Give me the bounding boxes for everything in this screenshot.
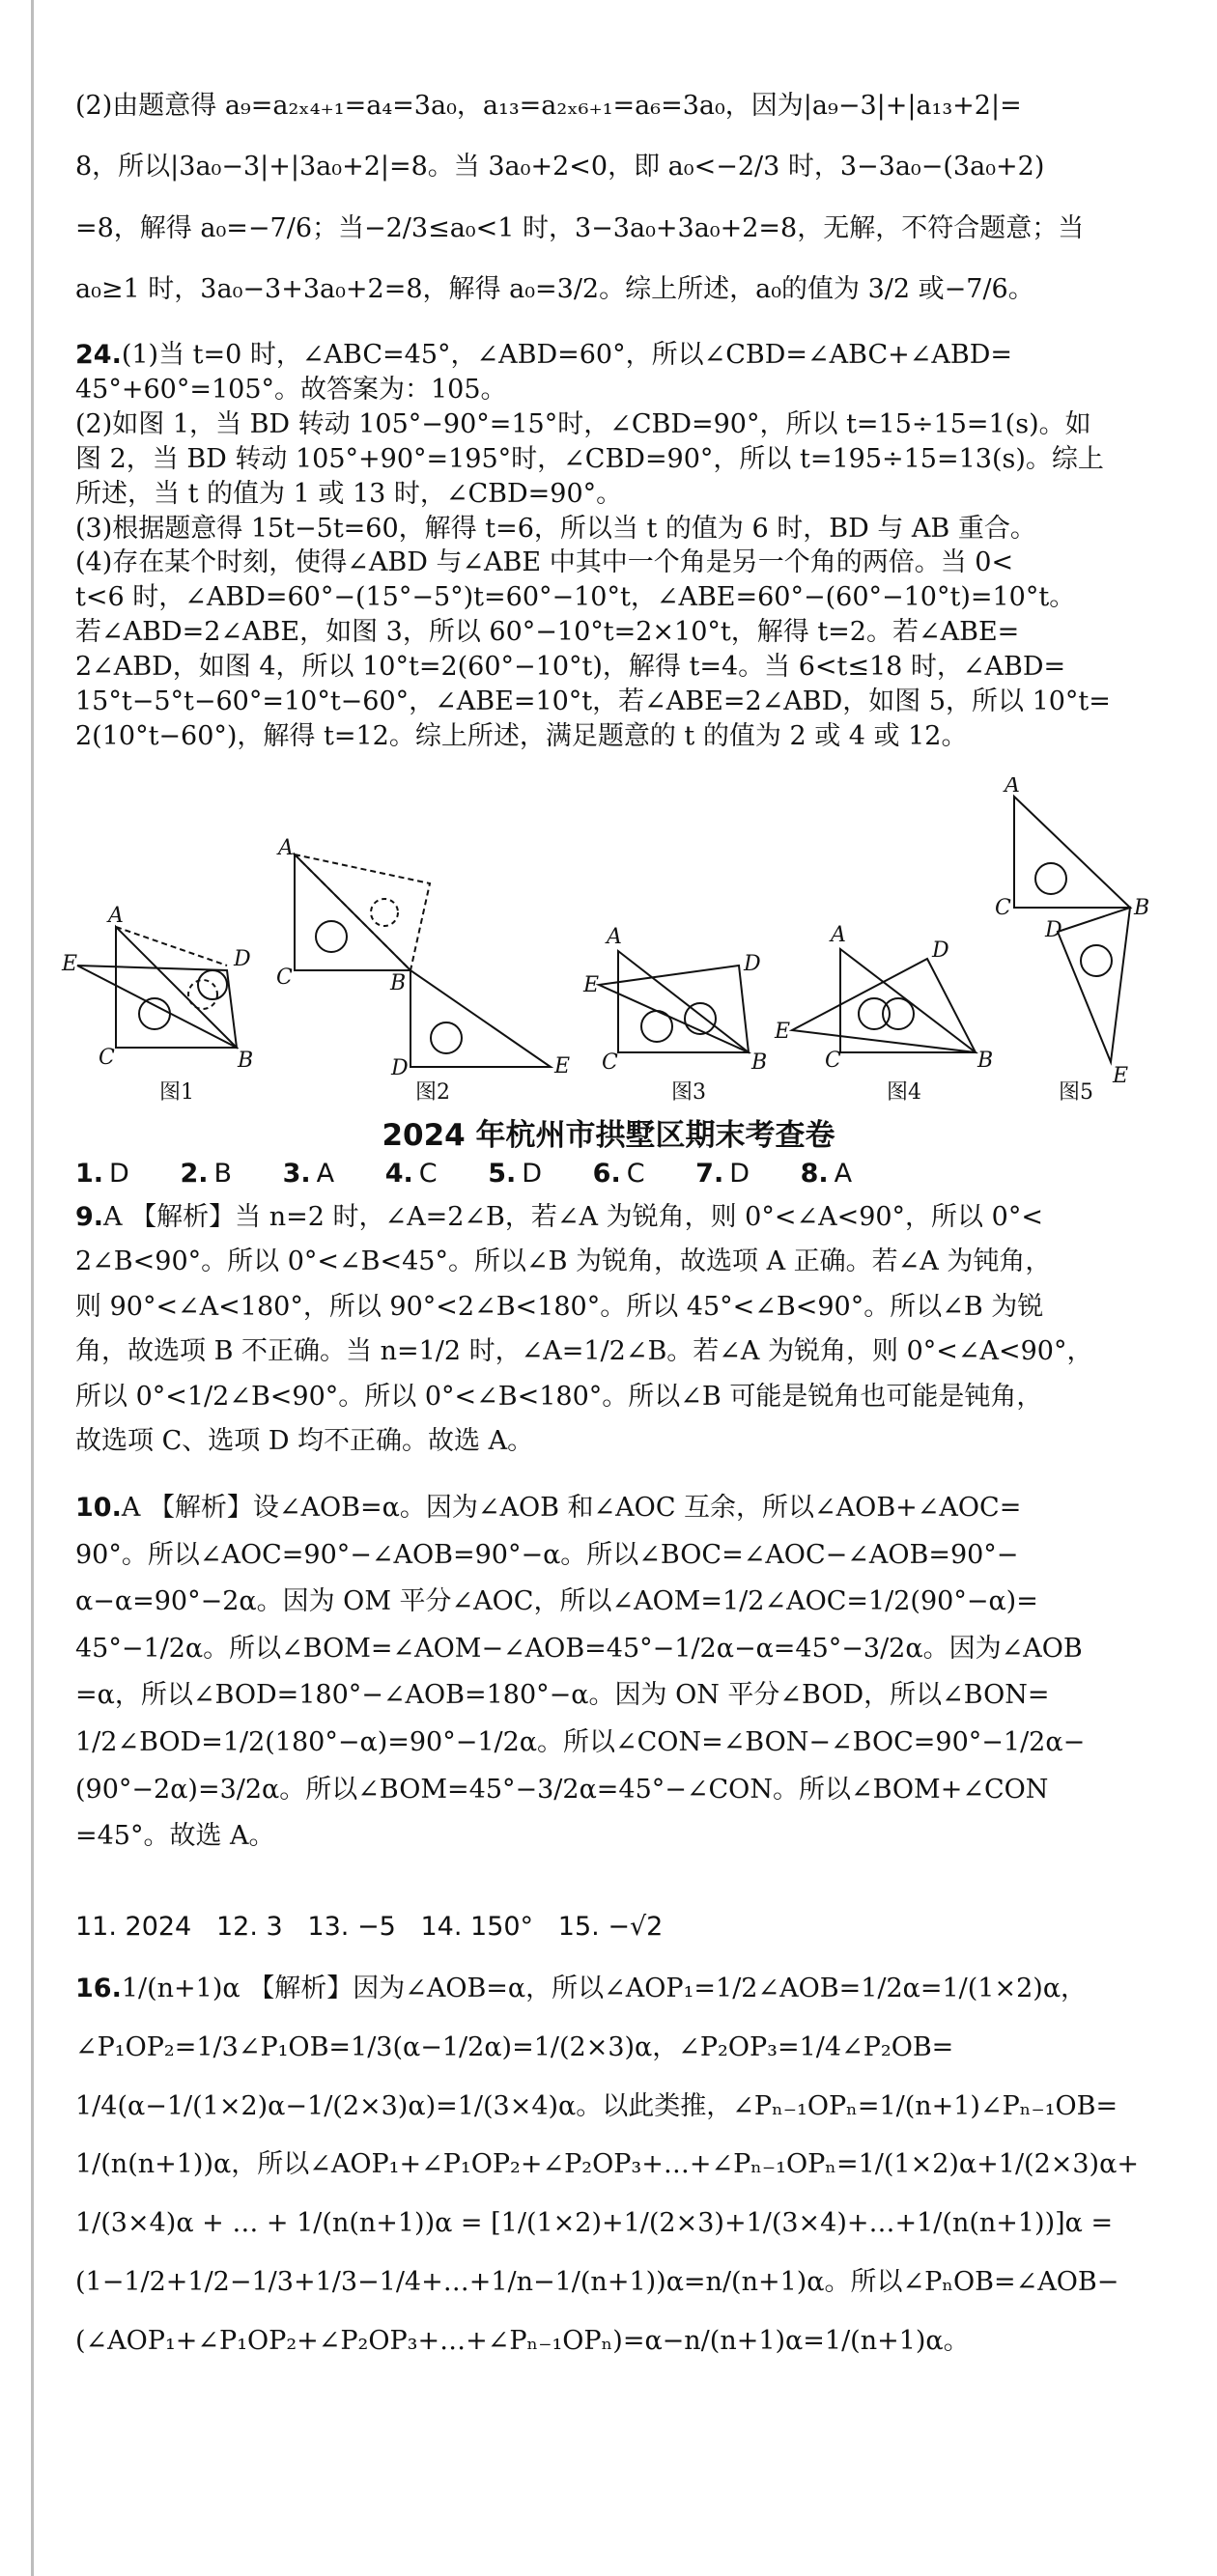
answer-item: 5. D: [488, 1159, 543, 1189]
text-line: 1/(n+1)α 【解析】因为∠AOB=α，所以∠AOP₁=1/2∠AOB=1/2α=1/(1×2)α，: [121, 1974, 1088, 2003]
label-e: E: [62, 952, 78, 976]
answer-item: 2. B: [180, 1159, 233, 1189]
caption-figure-1: 图1: [159, 1080, 194, 1105]
text-line: 所述，当 t 的值为 1 或 13 时，∠CBD=90°。: [75, 478, 623, 509]
text-line: =α，所以∠BOD=180°−∠AOB=180°−α。因为 ON 平分∠BOD，所以∠BON=: [75, 1680, 1050, 1711]
text-line: 11. 2024 12. 3 13. −5 14. 150° 15. −√2: [75, 1912, 664, 1942]
figures-svg: [58, 777, 1169, 1106]
text-line: 角，故选项 B 不正确。当 n=1/2 时，∠A=1/2∠B。若∠A 为锐角，则 0°<∠A<90°，: [75, 1336, 1093, 1367]
caption-figure-5: 图5: [1059, 1080, 1093, 1105]
label-c: C: [602, 1050, 618, 1075]
figure-5: [1014, 797, 1130, 1062]
text-line: (2)如图 1，当 BD 转动 105°−90°=15°时，∠CBD=90°，所以 t=15÷15=1(s)。如: [75, 408, 1091, 439]
answer-item: 4. C: [384, 1159, 438, 1189]
text-line: 图 2，当 BD 转动 105°+90°=195°时，∠CBD=90°，所以 t=195÷15=13(s)。综上: [75, 443, 1104, 474]
label-b: B: [977, 1049, 994, 1073]
figure-3: [599, 951, 749, 1052]
label-b: B: [390, 971, 407, 995]
label-b: B: [1134, 896, 1150, 920]
text-line: 若∠ABD=2∠ABE，如图 3，所以 60°−10°t=2×10°t，解得 t=2。若∠ABE=: [75, 617, 1020, 648]
text-line: 则 90°<∠A<180°，所以 90°<2∠B<180°。所以 45°<∠B<90°。所以∠B 为锐: [75, 1291, 1044, 1322]
text-line: 故选项 C、选项 D 均不正确。故选 A。: [75, 1426, 534, 1457]
question-number: 16.: [75, 1974, 122, 2003]
label-b: B: [751, 1050, 768, 1075]
text-line: 45°−1/2α。所以∠BOM=∠AOM−∠AOB=45°−1/2α−α=45°−3/2α。因为∠AOB: [75, 1633, 1083, 1664]
label-c: C: [276, 966, 293, 990]
answer-item: 8. A: [800, 1159, 853, 1189]
text-line: a₀≥1 时，3a₀−3+3a₀+2=8，解得 a₀=3/2。综上所述，a₀的值为 3/2 或−7/6。: [75, 274, 1034, 305]
label-d: D: [1045, 918, 1062, 942]
answer-item: 1. D: [75, 1159, 129, 1189]
figure-captions: [159, 1080, 1093, 1105]
text-line: t<6 时，∠ABD=60°−(15°−5°)t=60°−10°t，∠ABE=60°−(60°−10°t)=10°t。: [75, 582, 1076, 613]
label-e: E: [583, 973, 600, 997]
label-a: A: [1005, 777, 1020, 798]
label-d: D: [391, 1056, 409, 1080]
label-d: D: [744, 952, 761, 976]
text-line: 2∠ABD，如图 4，所以 10°t=2(60°−10°t)，解得 t=4。当 6<t≤18 时，∠ABD=: [75, 652, 1066, 683]
text-line: (90°−2α)=3/2α。所以∠BOM=45°−3/2α=45°−∠CON。所以∠BOM+∠CON: [75, 1774, 1049, 1805]
label-c: C: [99, 1046, 115, 1070]
text-line: =45°。故选 A。: [75, 1821, 275, 1852]
text-line: (2)由题意得 a₉=a₂ₓ₄₊₁=a₄=3a₀，a₁₃=a₂ₓ₆₊₁=a₆=3a₀，因为|a₉−3|+|a₁₃+2|=: [75, 91, 1022, 121]
text-line: (3)根据题意得 15t−5t=60，解得 t=6，所以当 t 的值为 6 时，BD 与 AB 重合。: [75, 513, 1036, 544]
label-e: E: [554, 1054, 571, 1078]
solution-23-part2: [75, 75, 1167, 321]
label-b: B: [238, 1049, 254, 1073]
answer-item: 3. A: [282, 1159, 335, 1189]
text-line: 1/(n(n+1))α，所以∠AOP₁+∠P₁OP₂+∠P₂OP₃+…+∠Pₙ₋₁OPₙ=1/(1×2)α+1/(2×3)α+: [75, 2149, 1139, 2180]
answer-row: [75, 1159, 894, 1189]
solution-9: [75, 1195, 1167, 1465]
text-line: (∠AOP₁+∠P₁OP₂+∠P₂OP₃+…+∠Pₙ₋₁OPₙ)=α−n/(n+1)α=1/(n+1)α。: [75, 2325, 970, 2356]
caption-figure-4: 图4: [887, 1080, 921, 1105]
text-line: 45°+60°=105°。故答案为：105。: [75, 374, 507, 405]
text-line: 2(10°t−60°)，解得 t=12。综上所述，满足题意的 t 的值为 2 或 4 或 12。: [75, 720, 968, 751]
label-c: C: [825, 1049, 841, 1073]
label-d: D: [234, 947, 251, 971]
section-title: 2024 年杭州市拱墅区期末考查卷: [382, 1118, 835, 1153]
text-line: (4)存在某个时刻，使得∠ABD 与∠ABE 中其中一个角是另一个角的两倍。当 0<: [75, 547, 1014, 578]
text-line: 15°t−5°t−60°=10°t−60°，∠ABE=10°t，若∠ABE=2∠ABD，如图 5，所以 10°t=: [75, 686, 1111, 717]
text-line: 1/(3×4)α + … + 1/(n(n+1))α = [1/(1×2)+1/(2×3)+1/(3×4)+…+1/(n(n+1))]α =: [75, 2208, 1114, 2238]
figure-4: [792, 949, 976, 1052]
caption-figure-2: 图2: [415, 1080, 450, 1105]
text-line: 1/4(α−1/(1×2)α−1/(2×3)α)=1/(3×4)α。以此类推，∠Pₙ₋₁OPₙ=1/(n+1)∠Pₙ₋₁OB=: [75, 2090, 1118, 2121]
fill-in-answers: [75, 1910, 1167, 1945]
question-number: 9.: [75, 1202, 104, 1232]
label-a: A: [278, 836, 294, 860]
text-line: 所以 0°<1/2∠B<90°。所以 0°<∠B<180°。所以∠B 可能是锐角也可能是钝角，: [75, 1381, 1043, 1412]
text-line: α−α=90°−2α。因为 OM 平分∠AOC，所以∠AOM=1/2∠AOC=1/2(90°−α)=: [75, 1586, 1038, 1617]
label-a: A: [831, 923, 846, 947]
text-line: A 【解析】设∠AOB=α。因为∠AOB 和∠AOC 互余，所以∠AOB+∠AOC=: [121, 1493, 1022, 1523]
solution-10: [75, 1485, 1167, 1861]
answer-item: 6. C: [592, 1159, 645, 1189]
label-a: A: [607, 925, 622, 949]
question-number: 10.: [75, 1493, 122, 1523]
left-margin-line: [31, 0, 34, 2576]
text-line: (1)当 t=0 时，∠ABC=45°，∠ABD=60°，所以∠CBD=∠ABC+∠ABD=: [121, 340, 1012, 370]
text-line: 2∠B<90°。所以 0°<∠B<45°。所以∠B 为锐角，故选项 A 正确。若∠A 为钝角，: [75, 1246, 1052, 1277]
text-line: A 【解析】当 n=2 时，∠A=2∠B，若∠A 为锐角，则 0°<∠A<90°，所以 0°<: [103, 1202, 1043, 1232]
label-d: D: [932, 938, 949, 963]
label-c: C: [995, 896, 1011, 920]
text-line: =8，解得 a₀=−7/6；当−2/3≤a₀<1 时，3−3a₀+3a₀+2=8，无解，不符合题意；当: [75, 212, 1085, 243]
label-e: E: [775, 1020, 791, 1044]
caption-figure-3: 图3: [671, 1080, 706, 1105]
text-line: 1/2∠BOD=1/2(180°−α)=90°−1/2α。所以∠CON=∠BON−∠BOC=90°−1/2α−: [75, 1726, 1086, 1757]
figure-2: [295, 854, 551, 1067]
solution-24: [75, 338, 1167, 754]
text-line: 8，所以|3a₀−3|+|3a₀+2|=8。当 3a₀+2<0，即 a₀<−2/3 时，3−3a₀−(3a₀+2): [75, 152, 1045, 182]
figure-1: [77, 927, 237, 1048]
text-line: ∠P₁OP₂=1/3∠P₁OB=1/3(α−1/2α)=1/(2×3)α，∠P₂OP₃=1/4∠P₂OB=: [75, 2031, 954, 2062]
figures-row: [58, 777, 1169, 1106]
label-a: A: [108, 904, 124, 928]
answer-item: 7. D: [695, 1159, 750, 1189]
text-line: (1−1/2+1/2−1/3+1/3−1/4+…+1/n−1/(n+1))α=n/(n+1)α。所以∠PₙOB=∠AOB−: [75, 2266, 1119, 2297]
solution-16: [75, 1960, 1167, 2370]
question-number: 24.: [75, 340, 122, 370]
label-e: E: [1113, 1064, 1129, 1088]
text-line: 90°。所以∠AOC=90°−∠AOB=90°−α。所以∠BOC=∠AOC−∠AOB=90°−: [75, 1539, 1019, 1570]
